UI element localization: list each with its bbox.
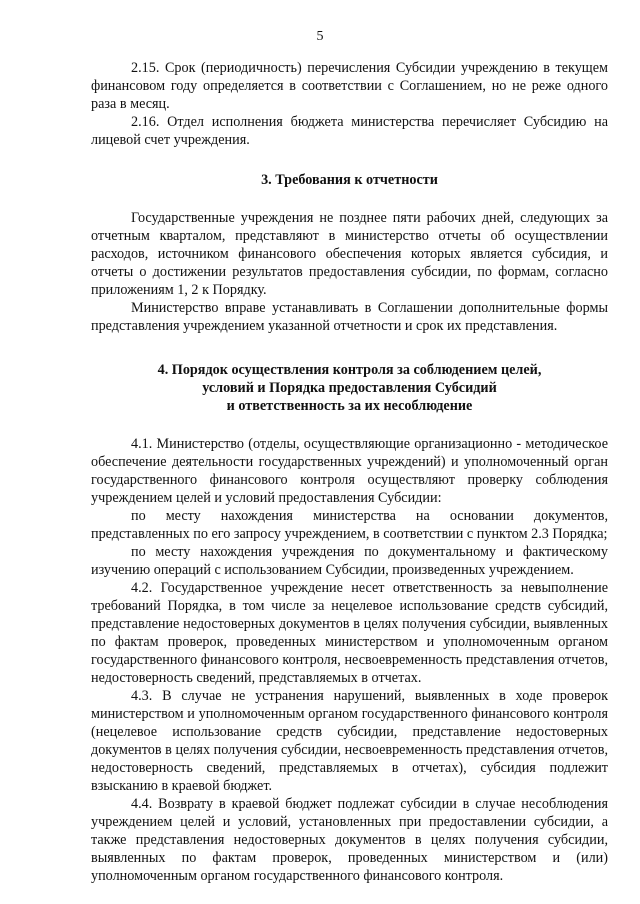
document-body — [91, 59, 608, 885]
paragraph-4-2: 4.2. Государственное учреждение несет ответственность за невыполнение требований Порядка, в том числе за нецелевое использование средств субсидий, представление недостоверных документов в целях получения субсидии, выявленных по фактам проверок, проведенных министерством и уполномоченным органом государственного финансового контроля, несвоевременность представления отчетов, недостоверность сведений, представляемых в отчетах. — [91, 580, 608, 686]
section-3-heading: 3. Требования к отчетности — [261, 172, 438, 188]
paragraph-4-4: 4.4. Возврату в краевой бюджет подлежат субсидии в случае несоблюдения учреждением целей и условий, установленных при предоставлении субсидии, а также представления недостоверных документов в целях получения субсидии, выявленных по фактам проверок, проведенных министерством и (или) уполномоченным органом государственного финансового контроля. — [91, 796, 608, 884]
paragraph-2-16: 2.16. Отдел исполнения бюджета министерства перечисляет Субсидию на лицевой счет учреждения. — [91, 114, 608, 148]
paragraph-4-1-item: по месту нахождения министерства на основании документов, представленных по его запросу учреждением, в соответствии с пунктом 2.3 Порядка; — [91, 508, 608, 542]
paragraph-4-1-item: по месту нахождения учреждения по документальному и фактическому изучению операций с использованием Субсидии, произведенных учреждением. — [91, 544, 608, 578]
section-3-paragraph: Министерство вправе устанавливать в Соглашении дополнительные формы представления учреждением указанной отчетности и срок их представления. — [91, 300, 608, 334]
section-4-heading-line: условий и Порядка предоставления Субсидий — [202, 380, 497, 396]
paragraph-4-1: 4.1. Министерство (отделы, осуществляющие организационно - методическое обеспечение деятельности государственных учреждений) и уполномоченный орган государственного финансового контроля осуществляют проверку соблюдения учреждением целей и условий предоставления Субсидии: — [91, 436, 608, 506]
section-4-heading-line: и ответственность за их несоблюдение — [226, 398, 473, 414]
paragraph-4-3: 4.3. В случае не устранения нарушений, выявленных в ходе проверок министерством и уполномоченным органом государственного финансового контроля (нецелевое использование средств субсидии, представление недостоверных документов в целях получения субсидии, несвоевременность представления отчетов, недостоверность сведений, представляемых в отчетах), субсидия подлежит взысканию в краевой бюджет. — [91, 688, 608, 794]
section-3-paragraph: Государственные учреждения не позднее пяти рабочих дней, следующих за отчетным кварталом, представляют в министерство отчеты об осуществлении расходов, источником финансового обеспечения которых является субсидия, и отчеты о достижении результатов предоставления субсидии, по формам, согласно приложениям 1, 2 к Порядку. — [91, 210, 608, 298]
section-4-heading-line: 4. Порядок осуществления контроля за соблюдением целей, — [157, 362, 542, 378]
page-number: 5 — [316, 29, 324, 44]
section-4-heading — [91, 361, 608, 415]
paragraph-2-15: 2.15. Срок (периодичность) перечисления Субсидии учреждению в текущем финансовом году определяется в соответствии с Соглашением, но не реже одного раза в месяц. — [91, 60, 608, 112]
